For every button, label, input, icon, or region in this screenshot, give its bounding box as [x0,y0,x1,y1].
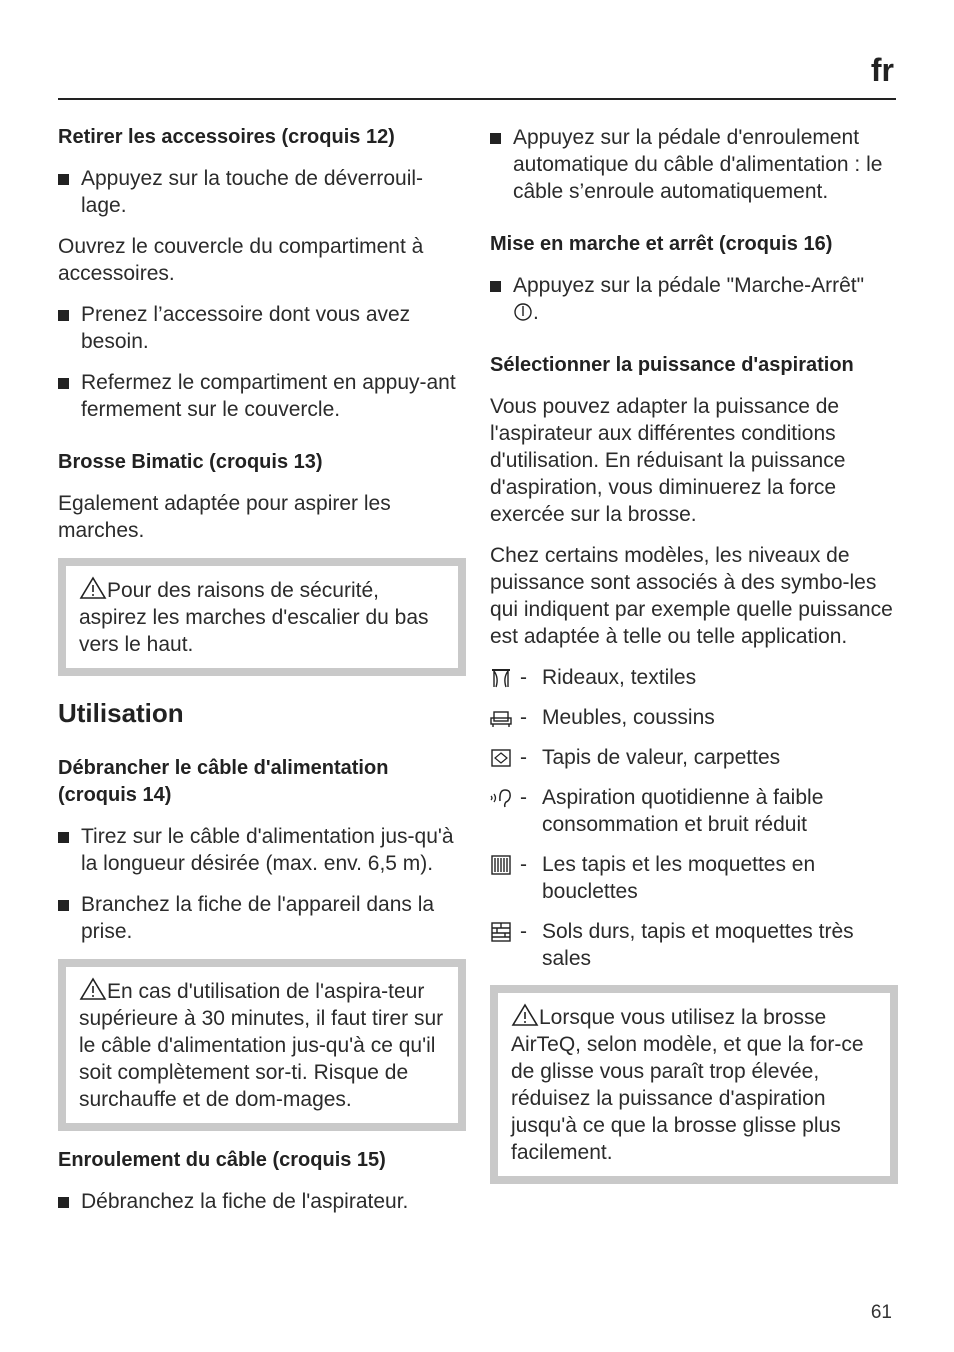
paragraph: Ouvrez le couvercle du compartiment à accessoires. [58,235,424,285]
section-title-rewind: Enroulement du câble (croquis 15) [58,1149,386,1171]
paragraph: Vous pouvez adapter la puissance de l'aspirateur aux différentes conditions d'utilisation. En réduisant la puissance d'aspiration, vous diminuerez la force exercée sur la brosse. [490,395,846,526]
power-symbol-icon [513,301,533,324]
symbol-item: - Rideaux, textiles [490,664,898,691]
left-column [58,124,466,1229]
bullet-square-icon [58,1197,69,1208]
list-item: Prenez l’accessoire dont vous avez besoin. [58,301,466,355]
loop-carpet-icon [490,854,512,876]
list-item: Refermez le compartiment en appuy-ant fermement sur le couvercle. [58,369,466,423]
list-item: Débranchez la fiche de l'aspirateur. [58,1188,466,1215]
symbol-item: - Les tapis et les moquettes en bouclettes [490,851,898,905]
bullet-square-icon [58,832,69,843]
curtain-icon [490,667,512,689]
ear-icon [490,787,512,809]
bullet-square-icon [58,378,69,389]
list-item: Appuyez sur la pédale d'enroulement automatique du câble d'alimentation : le câble s’enroule automatiquement. [490,124,898,205]
right-column [490,124,898,1200]
bullet-square-icon [490,133,501,144]
section-title-accessories: Retirer les accessoires (croquis 12) [58,126,395,148]
hard-floor-icon [490,921,512,943]
symbol-item: - Aspiration quotidienne à faible consommation et bruit réduit [490,784,898,838]
list-item: Branchez la fiche de l'appareil dans la prise. [58,891,466,945]
paragraph: Chez certains modèles, les niveaux de puissance sont associés à des symbo-les qui indiquent par exemple quelle puissance est adaptée à telle ou telle application. [490,544,893,648]
section-title-unplug: Débrancher le câble d'alimentation (croquis 14) [58,757,389,806]
header-rule [58,98,896,100]
bullet-square-icon [58,900,69,911]
paragraph: Egalement adaptée pour aspirer les marches. [58,492,391,542]
section-title-suction: Sélectionner la puissance d'aspiration [490,354,854,376]
symbol-item: - Sols durs, tapis et moquettes très sales [490,918,898,972]
bullet-square-icon [490,281,501,292]
list-item: Appuyez sur la touche de déverrouil-lage. [58,165,466,219]
bullet-square-icon [58,310,69,321]
armchair-icon [490,707,512,729]
symbol-item: - Tapis de valeur, carpettes [490,744,898,771]
list-item: Tirez sur le câble d'alimentation jus-qu'à la longueur désirée (max. env. 6,5 m). [58,823,466,877]
warning-box: Lorsque vous utilisez la brosse AirTeQ, selon modèle, et que la for-ce de glisse vous paraît trop élevée, réduisez la puissance d'aspiration jusqu'à ce que la brosse glisse plus facilement. [490,985,898,1184]
section-title-bimatic: Brosse Bimatic (croquis 13) [58,451,323,473]
symbol-item: - Meubles, coussins [490,704,898,731]
warning-triangle-icon [79,977,107,1001]
page-number: 61 [870,1302,892,1323]
language-label: fr [870,52,894,88]
warning-triangle-icon [79,576,107,600]
warning-triangle-icon [511,1003,539,1027]
bullet-square-icon [58,174,69,185]
main-title: Utilisation [58,698,184,728]
warning-box: Pour des raisons de sécurité, aspirez les marches d'escalier du bas vers le haut. [58,558,466,676]
warning-box: En cas d'utilisation de l'aspira-teur supérieure à 30 minutes, il faut tirer sur le câble d'alimentation jus-qu'à ce qu'il soit complètement sor-ti. Risque de surchauffe et de dom-mages. [58,959,466,1131]
rug-icon [490,747,512,769]
section-title-on-off: Mise en marche et arrêt (croquis 16) [490,233,833,255]
list-item: Appuyez sur la pédale "Marche-Arrêt" . [490,272,898,326]
